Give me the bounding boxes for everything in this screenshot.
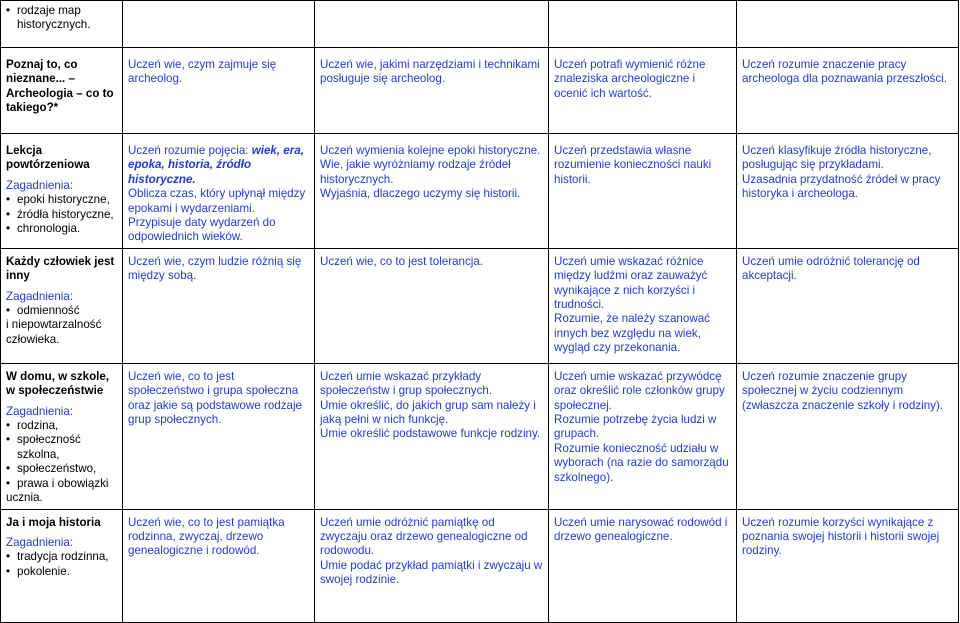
cell bbox=[123, 1, 315, 48]
cell bbox=[315, 248, 549, 363]
topic-cell bbox=[1, 363, 123, 509]
cell-text: Uczeń umie wskazać przywódcę oraz określić role członków grupy społecznej. bbox=[554, 369, 725, 412]
cell-text: Uzasadnia przydatność źródeł w pracy historyka i archeologa. bbox=[742, 172, 941, 201]
topic-text: ucznia. bbox=[6, 491, 43, 505]
topic-bullet: • epoki historyczne, bbox=[6, 193, 117, 207]
topic-bullet: • chronologia. bbox=[6, 222, 117, 236]
cell bbox=[549, 509, 737, 622]
cell-text: Uczeń umie wskazać różnice między ludźmi oraz zauważyć wynikające z nich korzyści i trudności. bbox=[554, 254, 708, 312]
table-row bbox=[1, 134, 959, 249]
cell-text: Uczeń wie, czym ludzie różnią się między sobą. bbox=[128, 254, 302, 283]
cell-text: Uczeń umie narysować rodowód i drzewo genealogiczne. bbox=[554, 515, 728, 543]
cell-text: Uczeń wie, co to jest tolerancja. bbox=[320, 254, 484, 268]
cell bbox=[737, 363, 959, 509]
cell-text: Umie określić podstawowe funkcje rodziny. bbox=[320, 427, 541, 441]
cell bbox=[737, 48, 959, 134]
cell bbox=[315, 509, 549, 622]
topic-bullet: • prawa i obowiązki bbox=[6, 477, 117, 491]
topic-bullets bbox=[6, 419, 117, 491]
topic-bullet: • społeczeństwo, bbox=[6, 462, 117, 476]
cell-text: Uczeń rozumie znaczenie grupy społecznej w życiu codziennym (zwłaszcza znaczenie szkoły i rodziny). bbox=[742, 369, 944, 412]
zagadnienia-label: Zagadnienia: bbox=[6, 178, 74, 192]
cell-text: Wyjaśnia, dlaczego uczymy się historii. bbox=[320, 187, 521, 201]
table-row bbox=[1, 48, 959, 134]
cell bbox=[315, 1, 549, 48]
topic-title: Lekcja powtórzeniowa bbox=[6, 144, 90, 172]
topic-bullet: • odmienność bbox=[6, 304, 117, 318]
topic-title: Ja i moja historia bbox=[6, 515, 101, 529]
cell-text: Uczeń umie odróżnić tolerancję od akceptacji. bbox=[742, 254, 920, 283]
cell-text: Uczeń umie odróżnić pamiątkę od zwyczaju oraz drzewo genealogiczne od rodowodu. bbox=[320, 515, 528, 558]
cell bbox=[549, 363, 737, 509]
cell-text: Uczeń rozumie korzyści wynikające z poznania swojej historii i historii swojej rodziny. bbox=[742, 515, 940, 558]
cell bbox=[737, 134, 959, 249]
cell-text: Umie podać przykład pamiątki i zwyczaju w swojej rodzinie. bbox=[320, 558, 543, 587]
cell-text: Uczeń przedstawia własne rozumienie konieczności nauki historii. bbox=[554, 144, 712, 186]
topic-bullets bbox=[6, 304, 117, 318]
cell-terms: wiek, era, epoka, historia, źródło historyczne. bbox=[128, 144, 304, 186]
cell bbox=[315, 48, 549, 134]
topic-title: W domu, w szkole, w społeczeństwie bbox=[6, 369, 110, 398]
cell-text: Przypisuje daty wydarzeń do odpowiednich wieków. bbox=[128, 216, 276, 244]
zagadnienia-label: Zagadnienia: bbox=[6, 289, 74, 303]
cell-text: Rozumie konieczność udziału w wyborach (na razie do samorządu szkolnego). bbox=[554, 441, 729, 484]
cell bbox=[315, 363, 549, 509]
cell bbox=[123, 509, 315, 622]
topic-cell bbox=[1, 1, 123, 48]
cell-text: Uczeń wie, czym zajmuje się archeolog. bbox=[128, 58, 277, 86]
table-row bbox=[1, 363, 959, 509]
cell-text: Oblicza czas, który upłynął między epokami i wydarzeniami. bbox=[128, 187, 306, 215]
topic-cell bbox=[1, 48, 123, 134]
topic-cell bbox=[1, 134, 123, 249]
topic-bullets bbox=[6, 550, 117, 579]
table-row bbox=[1, 248, 959, 363]
topic-bullet: • tradycja rodzinna, bbox=[6, 550, 117, 564]
cell-text: Uczeń rozumie znaczenie pracy archeologa dla poznawania przeszłości. bbox=[742, 58, 947, 86]
topic-bullet: • rodzina, bbox=[6, 419, 117, 433]
cell bbox=[123, 134, 315, 249]
topic-title: Każdy człowiek jest inny bbox=[6, 254, 115, 283]
cell bbox=[123, 48, 315, 134]
cell-text: Uczeń klasyfikuje źródła historyczne, posługując się przykładami. bbox=[742, 144, 932, 172]
topic-cell bbox=[1, 509, 123, 622]
cell-text: Uczeń umie wskazać przykłady społeczeństw i grup społecznych. bbox=[320, 369, 493, 398]
cell-text: Rozumie, że należy szanować innych bez względu na wiek, wygląd czy przekonania. bbox=[554, 312, 710, 355]
topic-title: Poznaj to, co nieznane... – Archeologia – co to takiego?* bbox=[6, 58, 114, 115]
cell bbox=[123, 248, 315, 363]
table-row bbox=[1, 509, 959, 622]
zagadnienia-label: Zagadnienia: bbox=[6, 535, 74, 549]
cell-text: Uczeń rozumie pojęcia: bbox=[128, 144, 252, 157]
cell bbox=[315, 134, 549, 249]
cell-text: Wie, jakie wyróżniamy rodzaje źródeł historycznych. bbox=[320, 158, 511, 186]
cell bbox=[737, 1, 959, 48]
topic-bullet: • społeczność szkolna, bbox=[6, 433, 117, 462]
cell bbox=[737, 509, 959, 622]
topic-text: i niepowtarzalność człowieka. bbox=[6, 318, 102, 346]
cell-text: Uczeń wie, co to jest społeczeństwo i grupa społeczna oraz jakie są podstawowe rodzaje grup społecznych. bbox=[128, 369, 303, 427]
cell bbox=[123, 363, 315, 509]
topic-bullets bbox=[6, 193, 117, 236]
cell-text: Uczeń potrafi wymienić różne znaleziska archeologiczne i ocenić ich wartość. bbox=[554, 58, 706, 100]
table-row bbox=[1, 1, 959, 48]
cell bbox=[737, 248, 959, 363]
cell-text: Uczeń wie, jakimi narzędziami i technikami posługuje się archeolog. bbox=[320, 58, 540, 86]
cell-text: Uczeń wymienia kolejne epoki historyczne. bbox=[320, 144, 541, 157]
topic-bullet: • rodzaje map historycznych. bbox=[6, 4, 117, 33]
cell bbox=[549, 134, 737, 249]
topic-bullet: • pokolenie. bbox=[6, 565, 117, 579]
cell-text: Uczeń wie, co to jest pamiątka rodzinna, zwyczaj, drzewo genealogiczne i rodowód. bbox=[128, 515, 285, 558]
cell bbox=[549, 1, 737, 48]
zagadnienia-label: Zagadnienia: bbox=[6, 404, 74, 418]
topic-bullet: • źródła historyczne, bbox=[6, 208, 117, 222]
cell bbox=[549, 248, 737, 363]
topic-cell bbox=[1, 248, 123, 363]
cell-text: Rozumie potrzebę życia ludzi w grupach. bbox=[554, 413, 717, 441]
cell-text: Umie określić, do jakich grup sam należy i jaką pełni w nich funkcję. bbox=[320, 398, 536, 427]
cell bbox=[549, 48, 737, 134]
